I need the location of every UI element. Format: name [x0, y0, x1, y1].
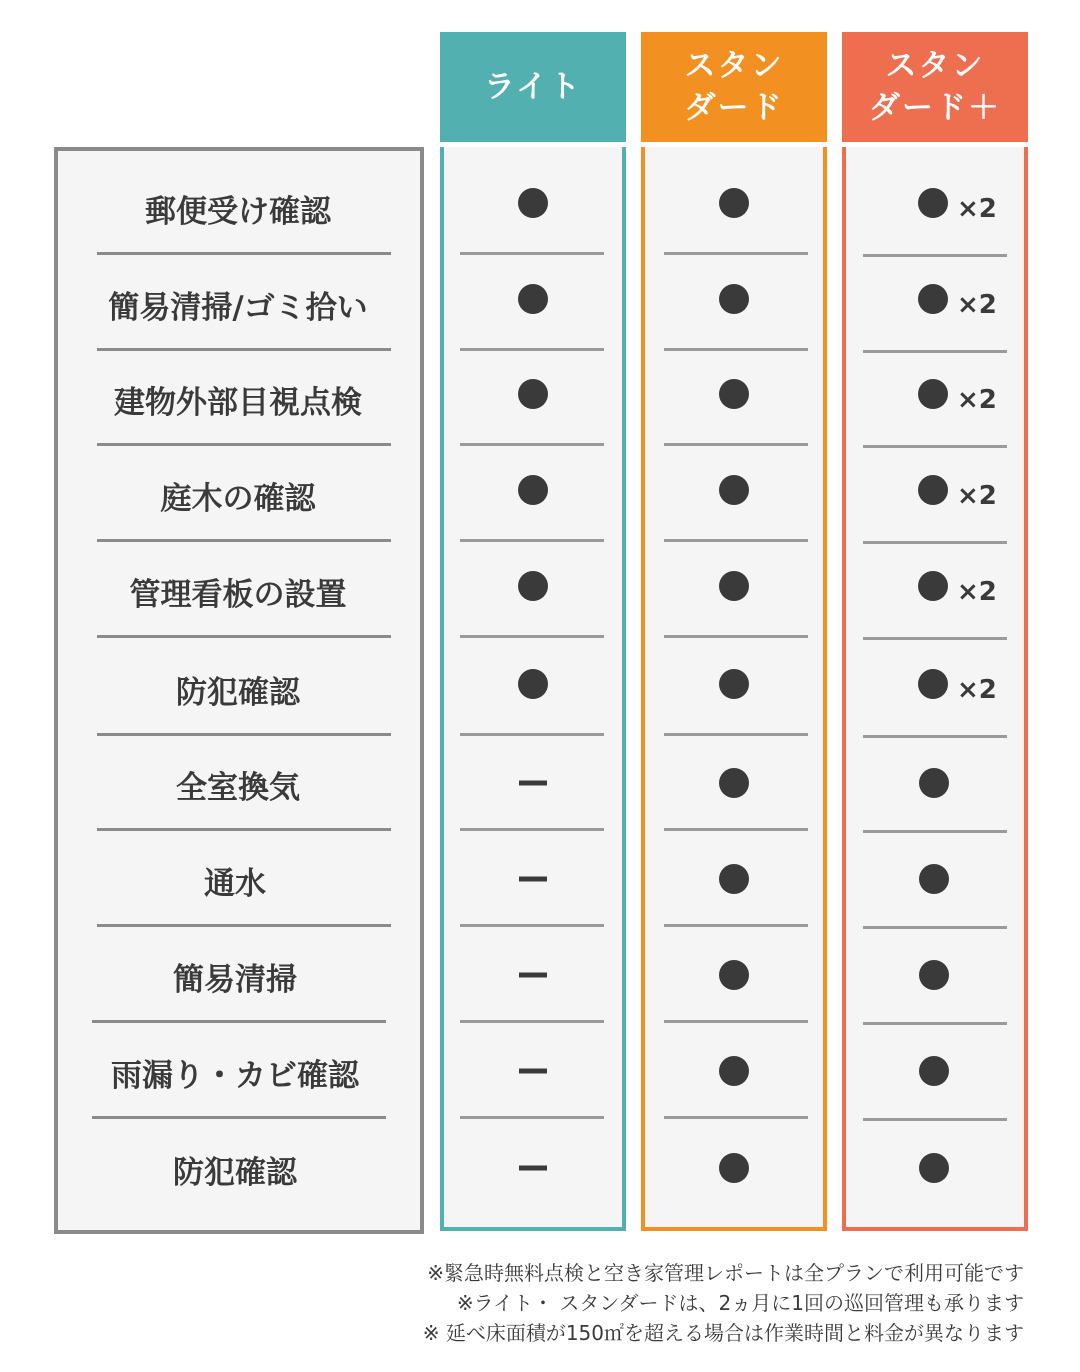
plan-row-divider: [460, 252, 604, 255]
included-dot: [918, 284, 948, 314]
plan-row-divider: [664, 1116, 808, 1119]
plan-row-divider: [863, 445, 1007, 448]
plan-row-divider: [664, 348, 808, 351]
service-item-label: 通水: [204, 866, 266, 902]
service-item-label: 庭木の確認: [160, 481, 316, 517]
plan-row-divider: [863, 637, 1007, 640]
plan-row-divider: [460, 1116, 604, 1119]
frequency-multiplier: ×2: [957, 481, 997, 511]
included-dot: [918, 475, 948, 505]
included-dot: [518, 379, 548, 409]
item-divider: [97, 539, 391, 542]
plan-row-divider: [460, 733, 604, 736]
footnote: ※ 延べ床面積が150㎡を超える場合は作業時間と料金が異なります: [422, 1321, 1024, 1345]
frequency-multiplier: ×2: [957, 577, 997, 607]
included-dot: [919, 864, 949, 894]
included-dot: [919, 960, 949, 990]
item-divider: [97, 828, 391, 831]
plan-row-divider: [460, 924, 604, 927]
included-dot: [719, 864, 749, 894]
service-item-label: 防犯確認: [176, 675, 300, 711]
included-dot: [719, 1153, 749, 1183]
plan-name-line: スタン: [885, 48, 985, 84]
plan-row-divider: [863, 254, 1007, 257]
included-dot: [518, 475, 548, 505]
included-dot: [719, 475, 749, 505]
included-dot: [518, 571, 548, 601]
item-divider: [92, 1020, 386, 1023]
item-divider: [97, 252, 391, 255]
plan-header-standard: [641, 32, 827, 142]
plan-row-divider: [863, 541, 1007, 544]
plan-row-divider: [664, 828, 808, 831]
item-divider: [97, 635, 391, 638]
item-divider: [97, 733, 391, 736]
footnote: ※緊急時無料点検と空き家管理レポートは全プランで利用可能です: [427, 1261, 1024, 1285]
service-item-label: 簡易清掃: [173, 962, 297, 998]
footnote: ※ライト・ スタンダードは、2ヵ月に1回の巡回管理も承ります: [456, 1291, 1024, 1315]
frequency-multiplier: ×2: [957, 675, 997, 705]
plan-row-divider: [460, 539, 604, 542]
plan-name-line: ダード＋: [869, 90, 1001, 126]
not-included-dash: [519, 1166, 547, 1171]
frequency-multiplier: ×2: [957, 385, 997, 415]
included-dot: [719, 960, 749, 990]
included-dot: [719, 571, 749, 601]
service-item-label: 簡易清掃/ゴミ拾い: [108, 290, 368, 326]
item-divider: [97, 924, 391, 927]
included-dot: [918, 571, 948, 601]
included-dot: [919, 1153, 949, 1183]
plan-name-line: スタン: [684, 48, 784, 84]
plan-row-divider: [863, 350, 1007, 353]
plan-row-divider: [863, 1118, 1007, 1121]
included-dot: [518, 669, 548, 699]
service-item-label: 雨漏り・カビ確認: [111, 1058, 359, 1094]
included-dot: [719, 379, 749, 409]
not-included-dash: [519, 973, 547, 978]
frequency-multiplier: ×2: [957, 290, 997, 320]
plan-row-divider: [863, 830, 1007, 833]
included-dot: [719, 284, 749, 314]
plan-row-divider: [664, 539, 808, 542]
item-divider: [97, 443, 391, 446]
plan-row-divider: [460, 443, 604, 446]
included-dot: [919, 1056, 949, 1086]
included-dot: [719, 669, 749, 699]
service-item-label: 管理看板の設置: [129, 577, 347, 613]
plan-name-line: ダード: [684, 90, 784, 126]
plan-name-line: ライト: [483, 69, 583, 105]
plan-row-divider: [460, 635, 604, 638]
plan-row-divider: [664, 252, 808, 255]
included-dot: [719, 768, 749, 798]
plan-row-divider: [664, 635, 808, 638]
footnotes: [423, 1258, 1024, 1348]
included-dot: [918, 379, 948, 409]
plan-row-divider: [460, 1020, 604, 1023]
plan-header-standard-plus: [842, 32, 1028, 142]
service-item-label: 防犯確認: [173, 1155, 297, 1191]
plan-row-divider: [863, 926, 1007, 929]
plan-row-divider: [863, 735, 1007, 738]
plan-row-divider: [863, 1022, 1007, 1025]
included-dot: [518, 284, 548, 314]
included-dot: [918, 669, 948, 699]
item-divider: [92, 1116, 386, 1119]
plan-row-divider: [664, 733, 808, 736]
included-dot: [719, 188, 749, 218]
frequency-multiplier: ×2: [957, 194, 997, 224]
service-item-label: 建物外部目視点検: [114, 385, 362, 421]
service-item-label: 全室換気: [176, 770, 300, 806]
included-dot: [919, 768, 949, 798]
plan-row-divider: [664, 1020, 808, 1023]
item-divider: [97, 348, 391, 351]
not-included-dash: [519, 781, 547, 786]
plan-row-divider: [460, 348, 604, 351]
included-dot: [918, 188, 948, 218]
plan-row-divider: [664, 924, 808, 927]
plan-row-divider: [460, 828, 604, 831]
included-dot: [719, 1056, 749, 1086]
plan-header-lite: [440, 32, 626, 142]
included-dot: [518, 188, 548, 218]
service-item-label: 郵便受け確認: [145, 194, 331, 230]
not-included-dash: [519, 1069, 547, 1074]
plan-row-divider: [664, 443, 808, 446]
not-included-dash: [519, 877, 547, 882]
